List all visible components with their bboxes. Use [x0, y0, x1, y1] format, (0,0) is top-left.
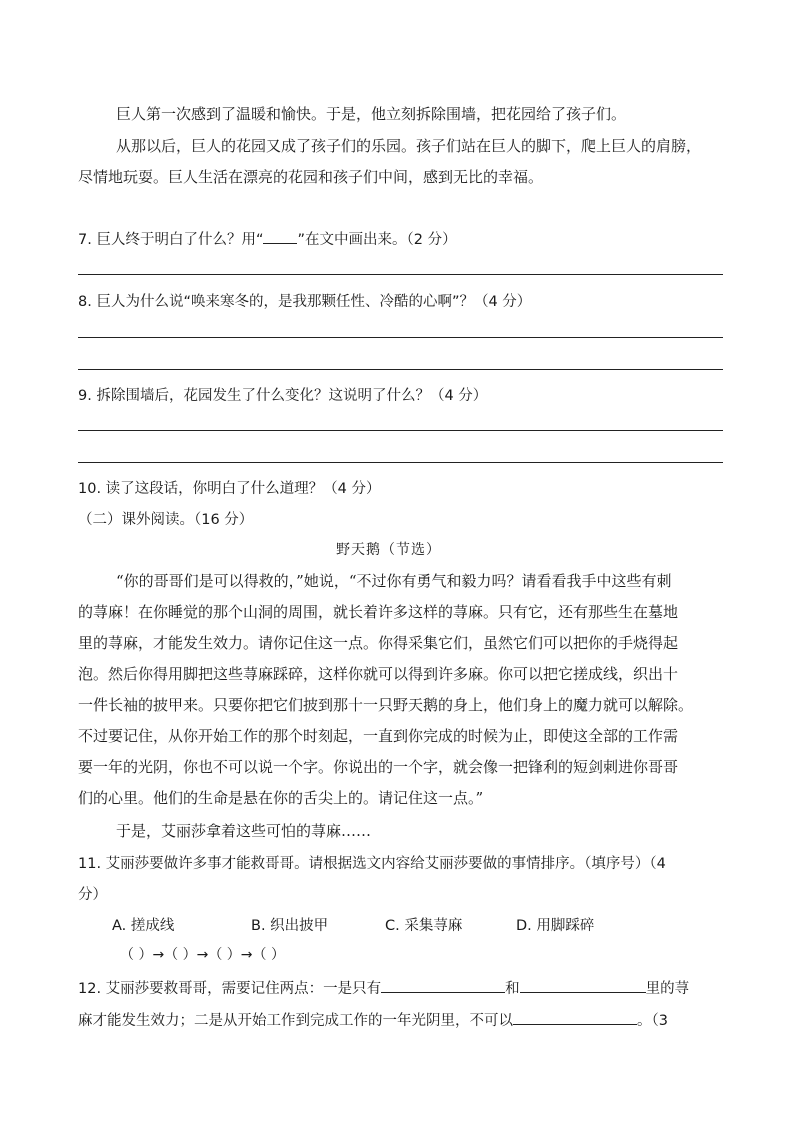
- question-7: [78, 228, 457, 249]
- question-12-line-2: [78, 1009, 668, 1030]
- answer-line-q8-2[interactable]: [78, 369, 723, 370]
- answer-blank-q12-1[interactable]: [381, 991, 505, 993]
- option-b: B. 织出披甲: [251, 918, 329, 934]
- story-line-4: 泡。然后你得用脚把这些荨麻踩碎，这样你就可以得到许多麻。你可以把它搓成线，织出十: [78, 665, 679, 683]
- answer-line-q9-2[interactable]: [78, 462, 723, 463]
- question-12-text-1: 12. 艾丽莎要救哥哥，需要记住两点：一是只有: [78, 981, 382, 997]
- answer-line-q7[interactable]: [78, 274, 723, 275]
- question-11-line-1: 11. 艾丽莎要做许多事才能救哥哥。请根据选文内容给艾丽莎要做的事情排序。（填序号）（4: [78, 856, 666, 872]
- option-d: D. 用脚踩碎: [516, 918, 595, 934]
- story-last-line: 于是，艾丽莎拿着这些可怕的荨麻……: [116, 822, 372, 840]
- story-line-6: 不过要记住，从你开始工作的那个时刻起，一直到你完成的时候为止，即使这全部的工作需: [78, 727, 679, 745]
- story-line-5: 一件长袖的披甲来。只要你把它们披到那十一只野天鹅的身上，他们身上的魔力就可以解除。: [78, 696, 694, 714]
- question-7-text-pre: 7. 巨人终于明白了什么？用“: [78, 232, 264, 248]
- passage-paragraph-2-line-1: 从那以后，巨人的花园又成了孩子们的乐园。孩子们站在巨人的脚下，爬上巨人的肩膀，: [116, 137, 702, 155]
- question-7-underline-symbol: [263, 242, 297, 244]
- story-line-2: 的荨麻！在你睡觉的那个山洞的周围，就长着许多这样的荨麻。只有它，还有那些生在墓地: [78, 603, 679, 621]
- story-line-8: 们的心里。他们的生命是悬在你的舌尖上的。请记住这一点。”: [78, 789, 484, 807]
- option-a: A. 搓成线: [112, 918, 175, 934]
- question-10: 10. 读了这段话，你明白了什么道理？（4 分）: [78, 481, 381, 497]
- question-11-line-2: 分）: [78, 887, 107, 903]
- passage-paragraph-2-line-2: 尽情地玩耍。巨人生活在漂亮的花园和孩子们中间，感到无比的幸福。: [78, 168, 544, 186]
- story-title: 野天鹅（节选）: [336, 542, 441, 558]
- passage-paragraph-1: 巨人第一次感到了温暖和愉快。于是，他立刻拆除围墙，把花园给了孩子们。: [116, 105, 627, 123]
- answer-blank-q12-2[interactable]: [520, 991, 646, 993]
- question-12-text-2: 和: [505, 981, 520, 997]
- story-line-3: 里的荨麻，才能发生效力。请你记住这一点。你得采集它们，虽然它们可以把你的手烧得起: [78, 634, 679, 652]
- story-line-1: “你的哥哥们是可以得救的，”她说，“不过你有勇气和毅力吗？请看看我手中这些有刺: [116, 572, 672, 590]
- question-12-line-1: [78, 977, 689, 998]
- answer-line-q8-1[interactable]: [78, 337, 723, 338]
- question-7-text-post: ”在文中画出来。（2 分）: [297, 232, 457, 248]
- section-heading-extracurricular: （二）课外阅读。（16 分）: [78, 512, 254, 528]
- question-9: 9. 拆除围墙后，花园发生了什么变化？这说明了什么？（4 分）: [78, 388, 488, 404]
- answer-line-q9-1[interactable]: [78, 430, 723, 431]
- answer-blank-q12-3[interactable]: [513, 1023, 637, 1025]
- question-11-order-blanks[interactable]: （ ）→（ ）→（ ）→（ ）: [120, 947, 285, 963]
- question-8: 8. 巨人为什么说“唤来寒冬的，是我那颗任性、冷酷的心啊”？（4 分）: [78, 294, 532, 310]
- question-12-text-3: 里的荨: [645, 981, 690, 997]
- question-12-text-5: 。（3: [637, 1013, 668, 1029]
- question-12-text-4: 麻才能发生效力；二是从开始工作到完成工作的一年光阴里，不可以: [78, 1013, 513, 1029]
- option-c: C. 采集荨麻: [385, 918, 463, 934]
- story-line-7: 要一年的光阴，你也不可以说一个字。你说出的一个字，就会像一把锋利的短剑刺进你哥哥: [78, 758, 679, 776]
